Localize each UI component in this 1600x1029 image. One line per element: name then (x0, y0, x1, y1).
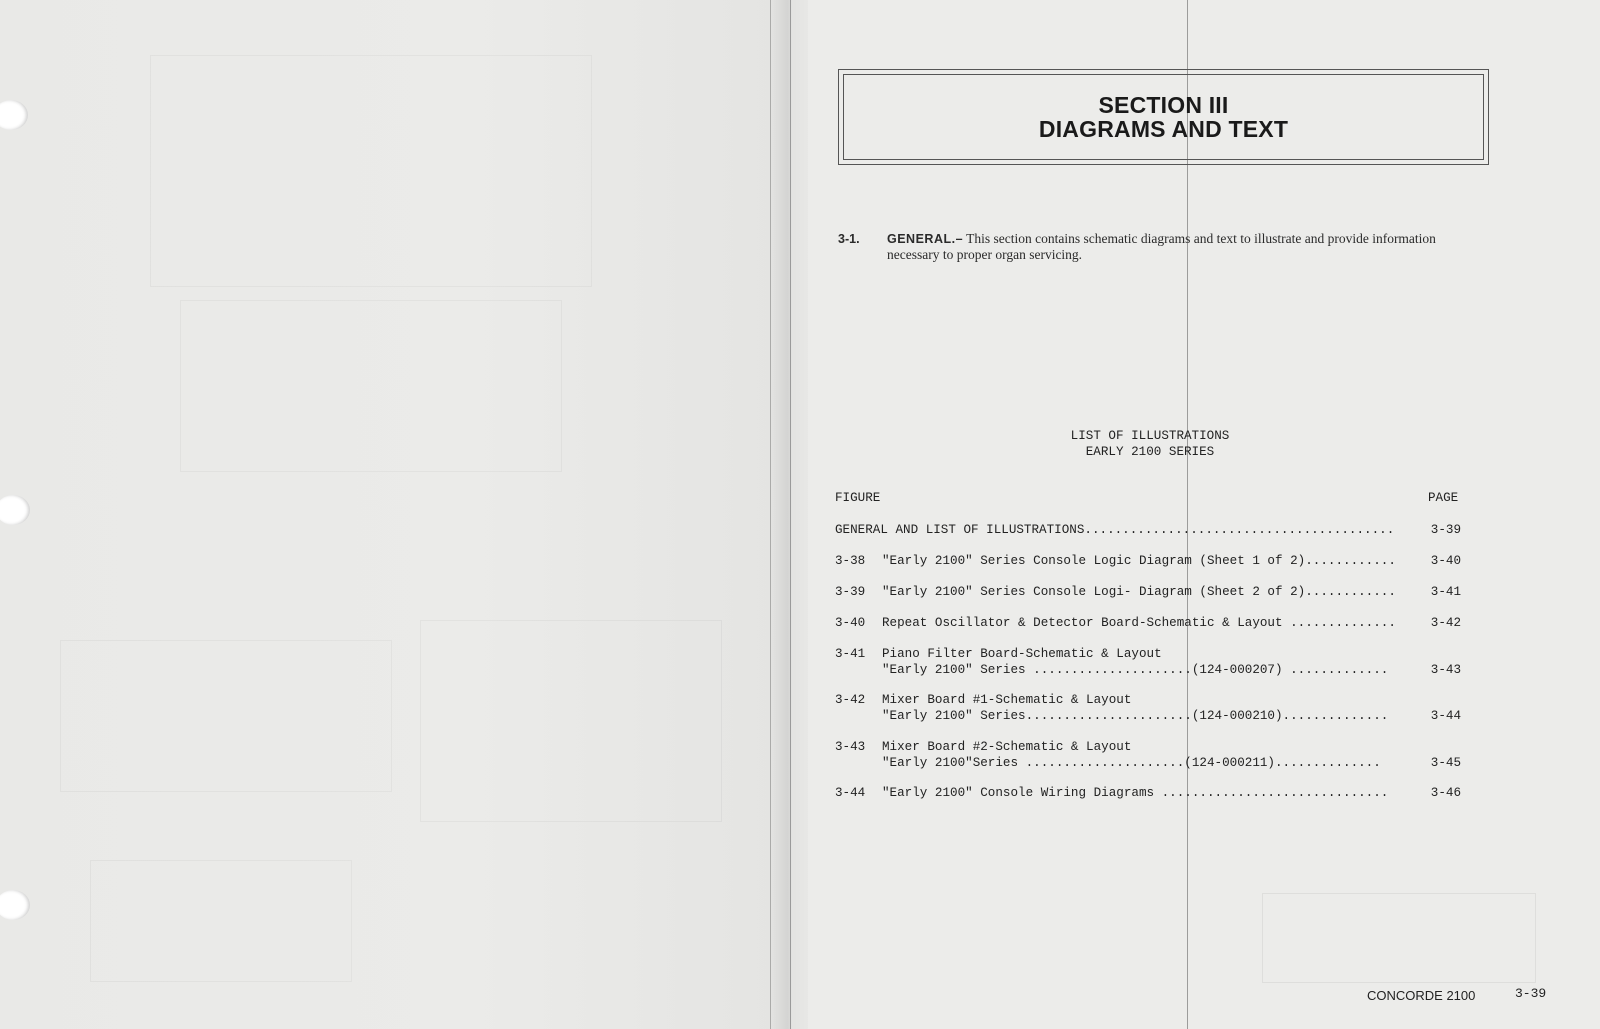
list-item (835, 785, 1461, 865)
entry-subtitle: "Early 2100" Series......................(124-000210).............. (882, 709, 1389, 723)
entry-page: 3-46 (1430, 786, 1461, 800)
entry-page: 3-43 (1430, 663, 1461, 677)
footer-page-number: 3-39 (1515, 986, 1547, 1001)
entry-title: GENERAL AND LIST OF ILLUSTRATIONS......................................... (835, 523, 1395, 537)
bleed-through-stamp (1262, 893, 1536, 983)
paragraph-body (887, 231, 1487, 263)
paragraph-text: This section contains schematic diagrams and text to illustrate and provide information necessary to proper organ servicing. (887, 231, 1436, 262)
column-header-figure: FIGURE (835, 491, 881, 505)
entry-page: 3-39 (1430, 523, 1461, 537)
entry-title: Mixer Board #1-Schematic & Layout (882, 693, 1132, 707)
entry-title: "Early 2100" Console Wiring Diagrams .............................. (882, 786, 1389, 800)
entry-figure-number: 3-41 (835, 647, 866, 661)
bleed-through-block (180, 300, 562, 472)
bleed-through-block (420, 620, 722, 822)
bleed-through-block (150, 55, 592, 287)
entry-page: 3-41 (1430, 585, 1461, 599)
entry-page: 3-45 (1430, 756, 1461, 770)
entry-title: Piano Filter Board-Schematic & Layout (882, 647, 1162, 661)
punch-hole (0, 100, 28, 130)
entry-subtitle: "Early 2100" Series .....................(124-000207) ............. (882, 663, 1389, 677)
list-title: LIST OF ILLUSTRATIONS (1070, 429, 1230, 443)
fold-line (770, 0, 771, 1029)
list-of-illustrations-heading (1000, 428, 1300, 460)
section-label: SECTION III (1098, 92, 1229, 118)
section-title: DIAGRAMS AND TEXT (1038, 116, 1289, 142)
left-page (0, 0, 790, 1029)
entry-figure-number: 3-38 (835, 554, 866, 568)
footer-model-name: CONCORDE 2100 (1367, 988, 1476, 1003)
entry-page: 3-40 (1430, 554, 1461, 568)
entry-title: "Early 2100" Series Console Logic Diagram (Sheet 1 of 2)............ (882, 554, 1396, 568)
entry-figure-number: 3-42 (835, 693, 866, 707)
punch-hole (0, 890, 30, 920)
entry-page: 3-42 (1430, 616, 1461, 630)
entry-page: 3-44 (1430, 709, 1461, 723)
entry-subtitle: "Early 2100"Series .....................(124-000211).............. (882, 756, 1381, 770)
paragraph-heading: GENERAL.– (887, 232, 964, 246)
entry-figure-number: 3-44 (835, 786, 866, 800)
entry-title: Mixer Board #2-Schematic & Layout (882, 740, 1132, 754)
column-header-page: PAGE (1428, 491, 1459, 505)
punch-hole (0, 495, 30, 525)
bleed-through-block (90, 860, 352, 982)
entry-title: Repeat Oscillator & Detector Board-Schematic & Layout .............. (882, 616, 1396, 630)
entry-figure-number: 3-43 (835, 740, 866, 754)
bleed-through-block (60, 640, 392, 792)
entry-figure-number: 3-39 (835, 585, 866, 599)
entry-figure-number: 3-40 (835, 616, 866, 630)
page-edge-line (790, 0, 791, 1029)
list-subtitle: EARLY 2100 SERIES (1085, 445, 1215, 459)
section-title-box (838, 69, 1489, 165)
entry-title: "Early 2100" Series Console Logi- Diagram (Sheet 2 of 2)............ (882, 585, 1396, 599)
paragraph-number: 3-1. (838, 232, 860, 246)
